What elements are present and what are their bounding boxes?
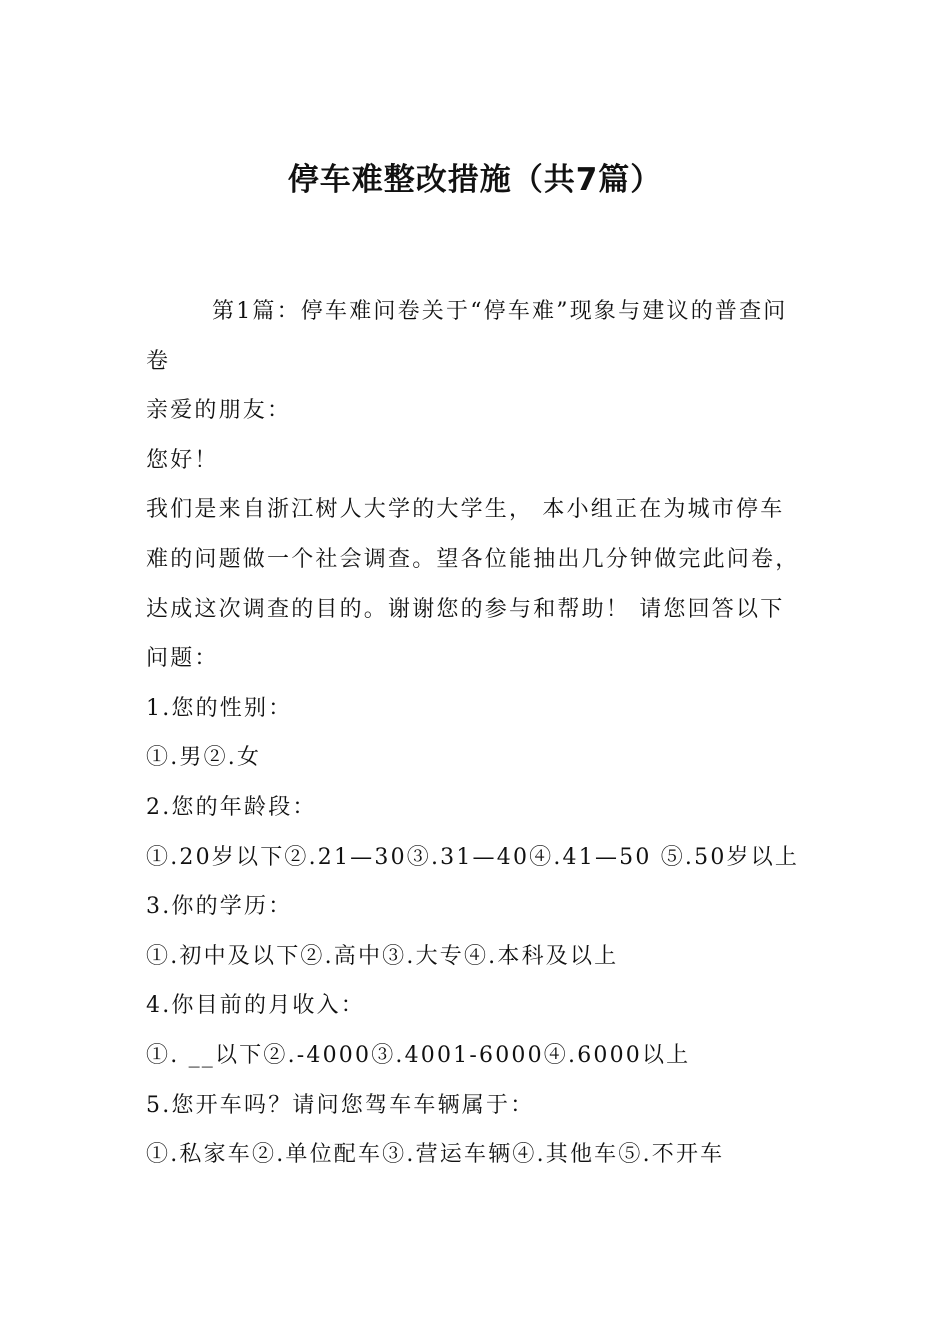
question-5: 5.您开车吗？请问您驾车车辆属于： [146, 1092, 535, 1118]
salutation: 亲爱的朋友： [146, 398, 292, 424]
document-title: 停车难整改措施（共7篇） [287, 162, 663, 198]
question-4-options: ①. __以下②.-4000③.4001-6000④.6000以上 [146, 1042, 691, 1068]
intro-paragraph: 我们是来自浙江树人大学的大学生， 本小组正在为城市停车难的问题做一个社会调查。望各位能抽出几分钟做完此问卷，达成这次调查的目的。谢谢您的参与和帮助！ 请您回答以下问题： [146, 497, 800, 672]
question-4: 4.你目前的月收入： [146, 993, 365, 1019]
question-3: 3.你的学历： [146, 894, 293, 920]
section-heading: 第1篇：停车难问卷关于“停车难”现象与建议的普查问卷 [146, 299, 788, 374]
question-1: 1.您的性别： [146, 695, 293, 721]
question-3-options: ①.初中及以下②.高中③.大专④.本科及以上 [146, 943, 619, 969]
greeting: 您好！ [146, 447, 219, 473]
document-body [146, 287, 806, 1180]
question-5-options: ①.私家车②.单位配车③.营运车辆④.其他车⑤.不开车 [146, 1142, 725, 1168]
question-2: 2.您的年龄段： [146, 794, 317, 820]
question-2-options: ①.20岁以下②.21—30③.31—40④.41—50 ⑤.50岁以上 [146, 844, 800, 870]
question-1-options: ①.男②.女 [146, 745, 262, 771]
